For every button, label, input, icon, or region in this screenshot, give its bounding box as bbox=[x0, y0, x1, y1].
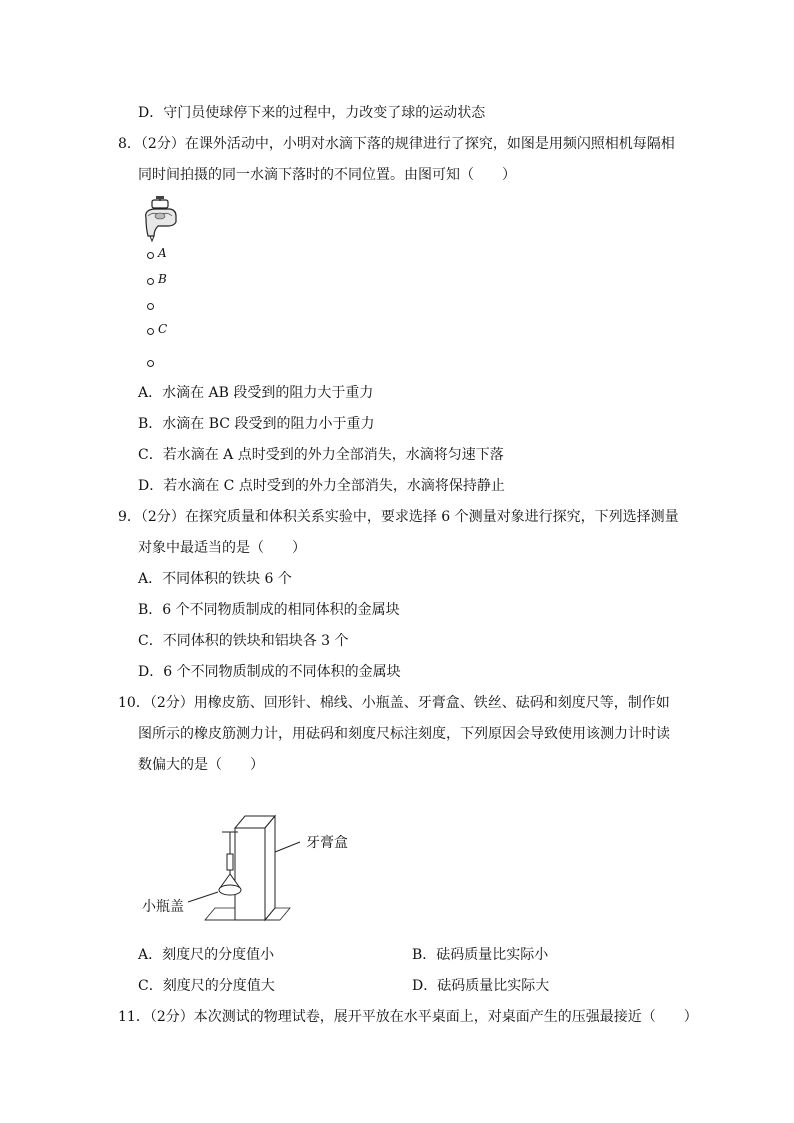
q9-option-b: B．6 个不同物质制成的相同体积的金属块 bbox=[138, 602, 400, 618]
q7-option-d: D．守门员使球停下来的过程中，力改变了球的运动状态 bbox=[138, 105, 486, 121]
q9-option-a: A．不同体积的铁块 6 个 bbox=[138, 571, 292, 587]
label-toothpaste-box: 牙膏盒 bbox=[306, 835, 348, 851]
q9-option-d: D．6 个不同物质制成的不同体积的金属块 bbox=[138, 664, 401, 680]
q10-stem-line2: 图所示的橡皮筋测力计，用砝码和刻度尺标注刻度，下列原因会导致使用该测力计时读 bbox=[138, 726, 670, 742]
q9-stem-line2: 对象中最适当的是（ ） bbox=[138, 540, 306, 556]
q10-option-d: D．砝码质量比实际大 bbox=[412, 978, 550, 994]
toothpaste-box-diagram bbox=[130, 808, 370, 938]
label-b: B bbox=[158, 272, 167, 286]
label-c: C bbox=[158, 322, 168, 336]
q8-option-c: C．若水滴在 A 点时受到的外力全部消失，水滴将匀速下落 bbox=[138, 447, 504, 463]
drop-point-a bbox=[147, 252, 154, 259]
q10-stem-line3: 数偏大的是（ ） bbox=[138, 757, 264, 773]
label-a: A bbox=[158, 246, 167, 260]
label-bottle-cap: 小瓶盖 bbox=[142, 899, 184, 915]
q10-stem-line1: 10．（2分）用橡皮筋、回形针、棉线、小瓶盖、牙膏盒、铁丝、砝码和刻度尺等，制作如 bbox=[118, 695, 670, 711]
drop-point-c bbox=[147, 328, 154, 335]
q8-option-b: B．水滴在 BC 段受到的阻力小于重力 bbox=[138, 416, 375, 432]
drop-point bbox=[147, 360, 154, 367]
q8-option-a: A．水滴在 AB 段受到的阻力大于重力 bbox=[138, 385, 374, 401]
q8-stem-line2: 同时间拍摄的同一水滴下落时的不同位置。由图可知（ ） bbox=[138, 167, 516, 183]
faucet-icon bbox=[140, 196, 184, 244]
q9-stem-line1: 9．（2分）在探究质量和体积关系实验中，要求选择 6 个测量对象进行探究，下列选择测量 bbox=[118, 509, 679, 525]
rubber-band-scale-figure bbox=[130, 808, 370, 938]
drop-point bbox=[147, 303, 154, 310]
q8-option-d: D．若水滴在 C 点时受到的外力全部消失，水滴将保持静止 bbox=[138, 478, 505, 494]
q10-option-b: B．砝码质量比实际小 bbox=[412, 947, 549, 963]
q11-stem-line1: 11．（2分）本次测试的物理试卷，展开平放在水平桌面上，对桌面产生的压强最接近（ ） bbox=[118, 1009, 698, 1025]
q8-stem-line1: 8．（2分）在课外活动中，小明对水滴下落的规律进行了探究，如图是用频闪照相机每隔相 bbox=[118, 136, 675, 152]
q10-option-a: A．刻度尺的分度值小 bbox=[138, 947, 275, 963]
q9-option-c: C．不同体积的铁块和铝块各 3 个 bbox=[138, 633, 349, 649]
faucet-drops-figure bbox=[140, 196, 200, 376]
q10-option-c: C．刻度尺的分度值大 bbox=[138, 978, 275, 994]
drop-point-b bbox=[147, 278, 154, 285]
